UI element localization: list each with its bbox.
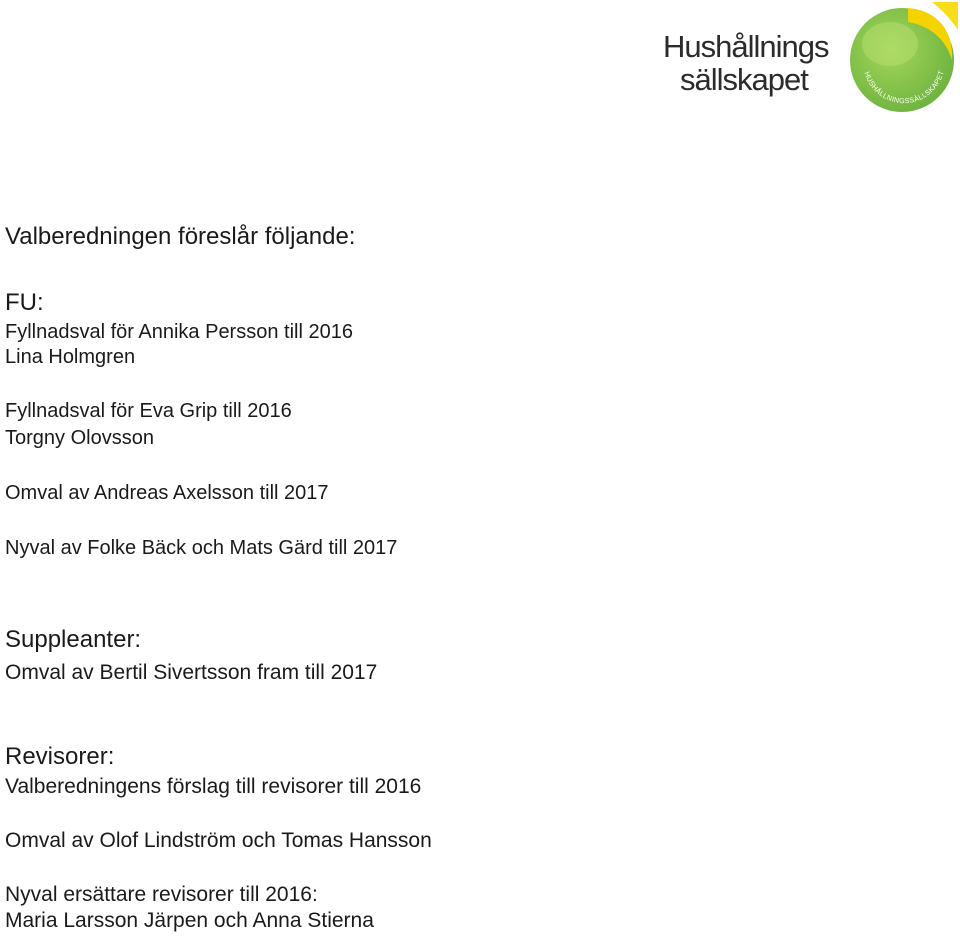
fu-item: Lina Holmgren xyxy=(5,346,136,368)
logo-badge-text: HUSHÅLLNINGSSÄLLSKAPET xyxy=(862,69,946,106)
hushallningssallskapet-logo xyxy=(660,0,960,115)
fu-item: Fyllnadsval för Annika Persson till 2016 xyxy=(5,321,353,343)
revisorer-item: Maria Larsson Järpen och Anna Stierna xyxy=(5,909,374,932)
fu-item: Fyllnadsval för Eva Grip till 2016 xyxy=(5,400,292,422)
logo-leaf-icon xyxy=(846,0,958,115)
document-title: Valberedningen föreslår följande: xyxy=(5,223,356,250)
revisorer-item: Omval av Olof Lindström och Tomas Hansson xyxy=(5,829,432,852)
revisorer-heading: Revisorer: xyxy=(5,743,115,770)
fu-item: Torgny Olovsson xyxy=(5,427,154,449)
suppleanter-heading: Suppleanter: xyxy=(5,626,142,653)
fu-item: Nyval av Folke Bäck och Mats Gärd till 2017 xyxy=(5,537,398,559)
fu-heading: FU: xyxy=(5,289,44,316)
logo-wordmark-line2: sällskapet xyxy=(680,62,808,97)
logo-wordmark-line1: Hushållnings xyxy=(663,29,829,64)
suppleanter-item: Omval av Bertil Sivertsson fram till 2017 xyxy=(5,661,378,684)
revisorer-item: Valberedningens förslag till revisorer till 2016 xyxy=(5,775,422,798)
fu-item: Omval av Andreas Axelsson till 2017 xyxy=(5,482,329,504)
revisorer-item: Nyval ersättare revisorer till 2016: xyxy=(5,883,318,906)
logo-wordmark xyxy=(663,30,829,96)
